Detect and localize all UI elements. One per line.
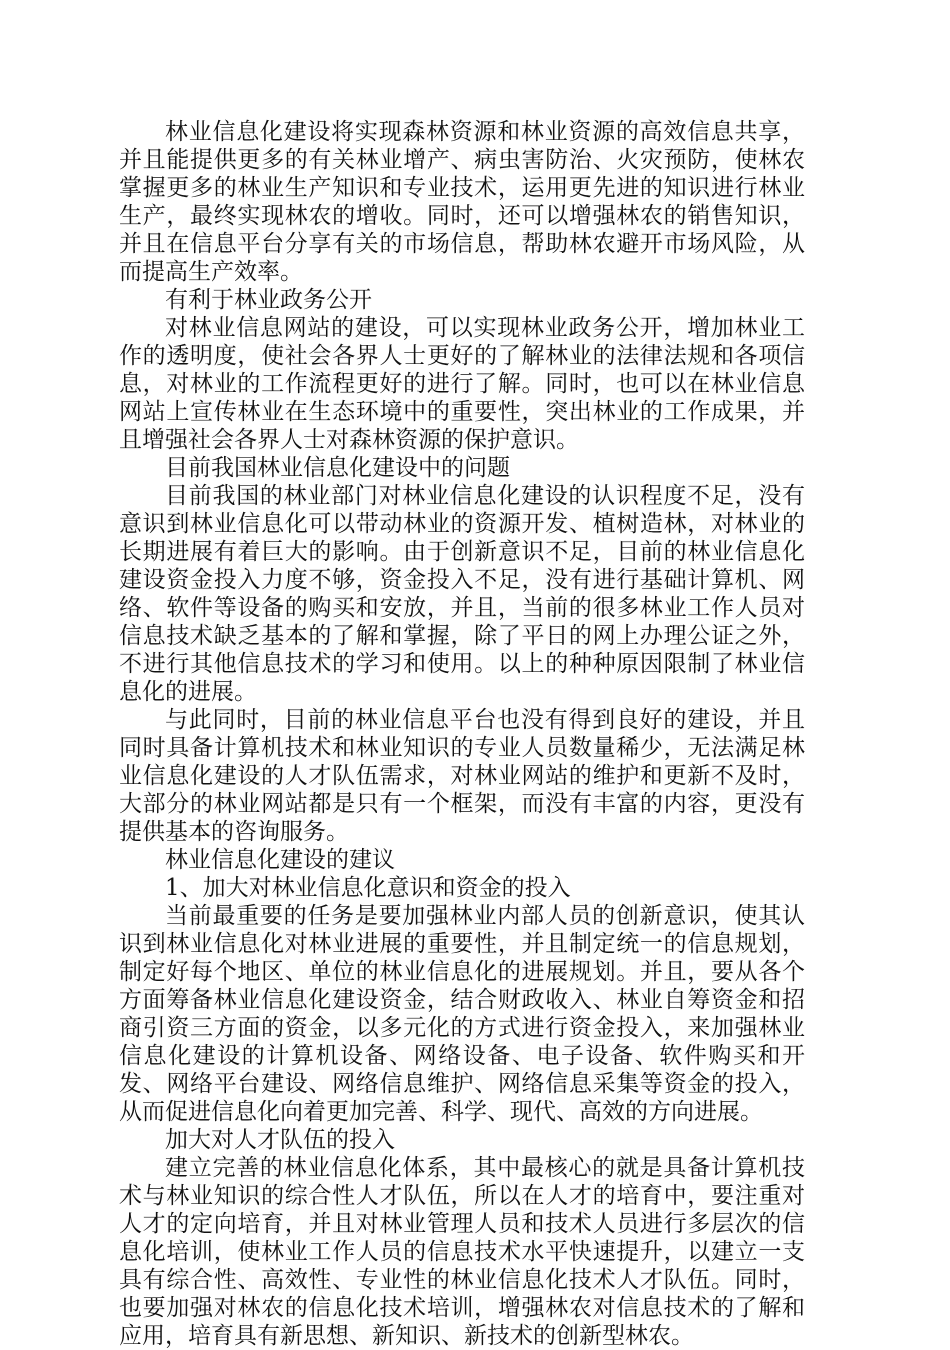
heading-current-problems: 目前我国林业信息化建设中的问题 bbox=[165, 455, 510, 481]
paragraph-info-sharing: 林业信息化建设将实现森林资源和林业资源的高效信息共享，并且能提供更多的有关林业增产、病虫害防治、火灾预防，使林农掌握更多的林业生产知识和专业技术，运用更先进的知识进行林业生产，最终实现林农的增收。同时，还可以增强林农的销售知识，并且在信息平台分享有关的市场信息，帮助林农避开市场风险，从而提高生产效率。 bbox=[119, 119, 805, 285]
heading-talent-investment: 加大对人才队伍的投入 bbox=[165, 1127, 395, 1153]
heading-funding-investment: 1、加大对林业信息化意识和资金的投入 bbox=[165, 875, 571, 901]
paragraph-awareness-problems: 目前我国的林业部门对林业信息化建设的认识程度不足，没有意识到林业信息化可以带动林业的资源开发、植树造林，对林业的长期进展有着巨大的影响。由于创新意识不足，目前的林业信息化建设资金投入力度不够，资金投入不足，没有进行基础计算机、网络、软件等设备的购买和安放，并且，当前的很多林业工作人员对信息技术缺乏基本的了解和掌握，除了平日的网上办理公证之外，不进行其他信息技术的学习和使用。以上的种种原因限制了林业信息化的进展。 bbox=[119, 483, 805, 705]
paragraph-government-openness: 对林业信息网站的建设，可以实现林业政务公开，增加林业工作的透明度，使社会各界人士更好的了解林业的法律法规和各项信息，对林业的工作流程更好的进行了解。同时，也可以在林业信息网站上宣传林业在生态环境中的重要性，突出林业的工作成果，并且增强社会各界人士对森林资源的保护意识。 bbox=[119, 315, 805, 453]
heading-government-openness: 有利于林业政务公开 bbox=[165, 287, 372, 313]
paragraph-platform-problems: 与此同时，目前的林业信息平台也没有得到良好的建设，并且同时具备计算机技术和林业知识的专业人员数量稀少，无法满足林业信息化建设的人才队伍需求，对林业网站的维护和更新不及时，大部分的林业网站都是只有一个框架，而没有丰富的内容，更没有提供基本的咨询服务。 bbox=[119, 707, 805, 845]
document-body bbox=[119, 118, 805, 1350]
heading-suggestions: 林业信息化建设的建议 bbox=[165, 847, 395, 873]
paragraph-funding-investment: 当前最重要的任务是要加强林业内部人员的创新意识，使其认识到林业信息化对林业进展的重要性，并且制定统一的信息规划，制定好每个地区、单位的林业信息化的进展规划。并且，要从各个方面筹备林业信息化建设资金，结合财政收入、林业自筹资金和招商引资三方面的资金，以多元化的方式进行资金投入，来加强林业信息化建设的计算机设备、网络设备、电子设备、软件购买和开发、网络平台建设、网络信息维护、网络信息采集等资金的投入，从而促进信息化向着更加完善、科学、现代、高效的方向进展。 bbox=[119, 903, 805, 1125]
paragraph-talent-investment: 建立完善的林业信息化体系，其中最核心的就是具备计算机技术与林业知识的综合性人才队伍，所以在人才的培育中，要注重对人才的定向培育，并且对林业管理人员和技术人员进行多层次的信息化培训，使林业工作人员的信息技术水平快速提升，以建立一支具有综合性、高效性、专业性的林业信息化技术人才队伍。同时，也要加强对林农的信息化技术培训，增强林农对信息技术的了解和应用，培育具有新思想、新知识、新技术的创新型林农。 bbox=[119, 1155, 805, 1349]
